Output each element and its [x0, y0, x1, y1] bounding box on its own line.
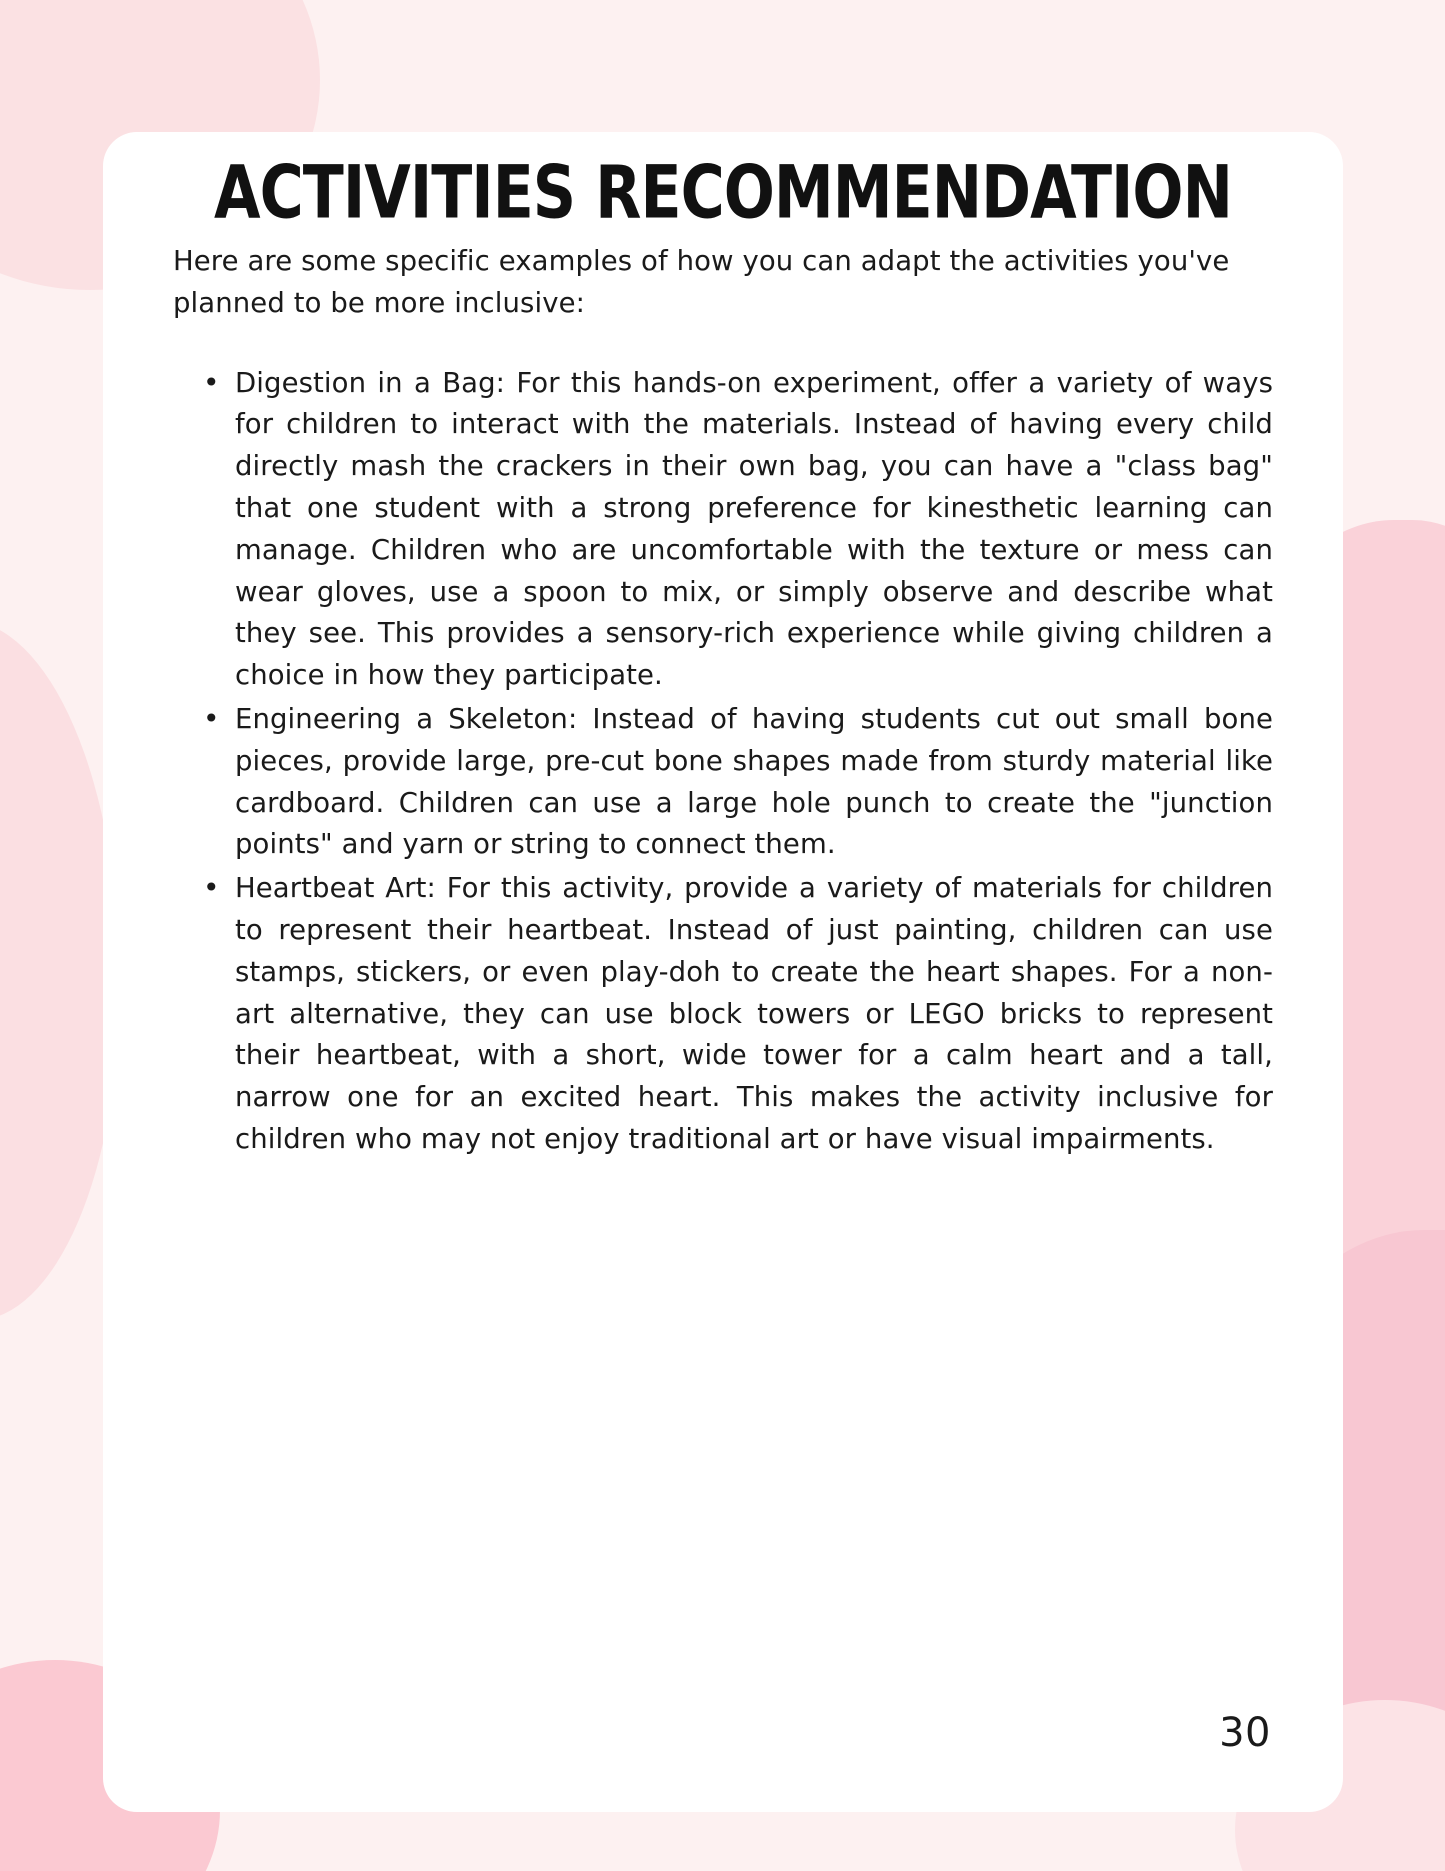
page-card	[103, 132, 1343, 1812]
list-item: • Heartbeat Art: For this activity, provide a variety of materials for children to represent their heartbeat. Instead of just painting, children can use stamps, stickers, or even play-doh to create the heart shapes. For a non-art alternative, they can use block towers or LEGO bricks to represent their heartbeat, with a short, wide tower for a calm heart and a tall, narrow one for an excited heart. This makes the activity inclusive for children who may not enjoy traditional art or have visual impairments.	[235, 868, 1273, 1161]
list-item: • Digestion in a Bag: For this hands-on experiment, offer a variety of ways for children to interact with the materials. Instead of having every child directly mash the crackers in their own bag, you can have a "class bag" that one student with a strong preference for kinesthetic learning can manage. Children who are uncomfortable with the texture or mess can wear gloves, use a spoon to mix, or simply observe and describe what they see. This provides a sensory-rich experience while giving children a choice in how they participate.	[235, 363, 1273, 697]
blob-left-middle	[0, 620, 120, 1320]
page-title: ACTIVITIES RECOMMENDATION	[214, 149, 1232, 236]
list-item: • Engineering a Skeleton: Instead of having students cut out small bone pieces, provide large, pre-cut bone shapes made from sturdy material like cardboard. Children can use a large hole punch to create the "junction points" and yarn or string to connect them.	[235, 699, 1273, 866]
page-content	[103, 132, 1343, 1812]
recommendations-list	[173, 363, 1273, 1161]
page-number: 30	[1219, 1710, 1271, 1756]
intro-paragraph: Here are some specific examples of how you can adapt the activities you've planned to be more inclusive:	[173, 245, 1230, 319]
